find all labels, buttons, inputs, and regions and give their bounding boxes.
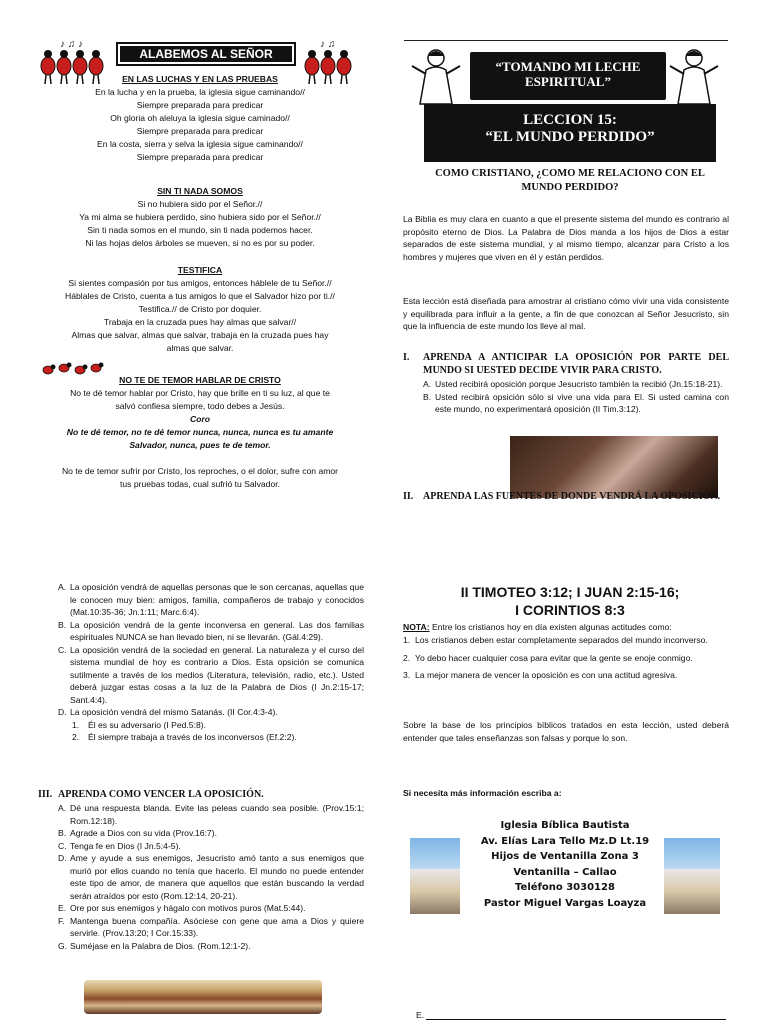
svg-text:♪ ♫ ♪: ♪ ♫ ♪ (60, 39, 84, 50)
list-item: 3. La mejor manera de vencer la oposición es con una actitud agresiva. (403, 670, 678, 680)
hymn-line: Si sientes compasión por tus amigos, entonces háblele de tu Señor.// (68, 278, 332, 288)
info-prompt: Si necesita más información escriba a: (403, 788, 562, 798)
hymn-2 (30, 185, 370, 250)
lesson-title-box (424, 104, 716, 162)
sub-list-item: 1. Él es su adversario (I Ped.5:8). (72, 719, 206, 730)
road-image (84, 980, 322, 1014)
hymn-line: Trabaja en la cruzada pues hay almas que salvar// (103, 317, 297, 327)
coro-label: Coro (189, 414, 211, 424)
jesus-figure-right-icon (666, 46, 722, 106)
church-address: Av. Elías Lara Tello Mz.D Lt.19 (480, 835, 650, 847)
hymn-line: En la costa, sierra y selva la iglesia sigue caminando// (97, 139, 303, 149)
list-item: B. Usted recibirá opsición sólo si vive una vida para El. Si usted camina con este mundo, no experimentará oposición (II Tim.3:12). (423, 391, 729, 414)
lesson-title: “EL MUNDO PERDIDO” (485, 129, 655, 145)
hymn-3-heading: TESTIFICA (177, 265, 223, 275)
hymn-1-heading: EN LAS LUCHAS Y EN LAS PRUEBAS (122, 74, 278, 84)
list-item: 2. Yo debo hacer cualquier cosa para evitar que la gente se enoje conmigo. (403, 652, 693, 663)
list-item: G. Suméjase en la Palabra de Dios. (Rom.12:1-2). (58, 940, 251, 951)
hymn-line: Si no hubiera sido por el Señor.// (137, 199, 263, 209)
nota-line (403, 621, 729, 634)
signature-line (416, 1010, 726, 1020)
list-item: B. Agrade a Dios con su vida (Prov.16:7). (58, 828, 217, 838)
hymn-line: Sin ti nada somos en el mundo, sin ti nada podemos hacer. (87, 225, 313, 235)
section-2-title: APRENDA LAS FUENTES DE DONDE VENDRÁ LA OPOSICIÓN. (423, 491, 721, 502)
series-banner: “TOMANDO MI LECHE ESPIRITUAL” (470, 52, 666, 100)
hymn-1 (30, 73, 370, 164)
hymn-line: Siempre preparada para predicar (136, 152, 264, 162)
conclusion-paragraph: Sobre la base de los principios bíblicos tratados en esta lección, usted deberá entender que tales enseñanzas son falsas y porque lo son. (403, 720, 729, 743)
coro-line: No te dé temor, no te dé temor nunca, nunca, nunca es tu amante (66, 427, 334, 437)
hymn-line: Almas que salvar, almas que salvar, trabaja en la cruzada pues hay (71, 330, 329, 340)
list-item: B. La oposición vendrá de la gente inconversa en general. Las dos familias espirituales NUNCA se han llevado bien, ni se llevarán. (Gál.4:29). (58, 619, 364, 642)
section-2-heading (403, 490, 729, 503)
hymn-line: tus pruebas todas, cual sufrió tu Salvador. (119, 479, 281, 489)
verse-line: II TIMOTEO 3:12; I JUAN 2:15-16; (460, 584, 680, 600)
hymn-line: No te de temor sufrir por Cristo, los reproches, o el dolor, sufre con amor (61, 466, 339, 476)
signature-blank (426, 1010, 726, 1020)
list-item: C. Tenga fe en Dios (I Jn.5:4-5). (58, 840, 181, 851)
list-item: 1. Los cristianos deben estar completamente separados del mundo inconverso. (403, 635, 708, 645)
people-photo (510, 436, 718, 498)
nota-text: Entre los cristianos hoy en día existen algunas actitudes como: (431, 622, 672, 632)
hymn-line: Ni las hojas delos árboles se mueven, si no es por su poder. (85, 238, 315, 248)
church-zone: Hijos de Ventanilla Zona 3 (491, 851, 639, 862)
hymn-2-heading: SIN TI NADA SOMOS (157, 186, 243, 196)
lesson-number: LECCION 15: (523, 112, 617, 128)
section-3-number: III. (38, 789, 53, 800)
section-2-number: II. (403, 491, 414, 502)
church-city: Ventanilla – Callao (513, 866, 617, 878)
section-3-list (58, 802, 364, 952)
hymn-line: almas que salvar. (166, 343, 234, 353)
church-photo-right (664, 838, 720, 914)
hymn-line: Testifica.// de Cristo por doquier. (138, 304, 262, 314)
lesson-question: COMO CRISTIANO, ¿COMO ME RELACIONO CON EL MUNDO PERDIDO? (435, 168, 705, 193)
coro-line: Salvador, nunca, pues te de temor. (129, 440, 271, 450)
hymn-line: Siempre preparada para predicar (136, 126, 264, 136)
section-1-number: I. (403, 352, 410, 363)
verse-line: I CORINTIOS 8:3 (515, 602, 625, 618)
signature-label: E. (416, 1010, 425, 1020)
hymn-4-heading: NO TE DE TEMOR HABLAR DE CRISTO (119, 375, 281, 385)
intro-paragraph-1: La Biblia es muy clara en cuanto a que el presente sistema del mundo es contrario al propósito eterno de Dios. La Palabra de Dios manda a los hijos de Dios a estar separados de este sistema mundial, y al mismo tiempo, alcanzar para Cristo a los hombres y mujeres que viven en él y están perdidos. (403, 214, 729, 262)
hymns-title-box (116, 42, 296, 66)
hymn-4 (30, 374, 370, 491)
list-item: A. La oposición vendrá de aquellas personas que le son cercanas, aquellas que le conocen muy bien: amigos, familia, compañeros de trabajo y conocidos (Mat.10:35-36; Jn.1:11; Marc.6:4). (58, 582, 364, 617)
nota-list (403, 634, 729, 682)
jesus-figure-left-icon (408, 46, 464, 106)
top-rule (404, 40, 728, 41)
list-item: A. Dé una respuesta blanda. Evite las peleas cuando sea posible. (Prov.15:1; Rom.12:18). (58, 803, 364, 826)
section-1-heading (403, 351, 729, 377)
opposition-sources-list (58, 581, 364, 744)
list-item: D. Ame y ayude a sus enemigos, Jesucristo amó tanto a sus enemigos que murió por ellos cuando no tenía que hacerlo. El mundo no puede entender este tipo de amor, de manera que aquellos que están buscando la verdad serán atraídos por esto (Rom.12:14, 20-21). (58, 853, 364, 901)
church-phone: Teléfono 3030128 (515, 882, 615, 893)
section-1-list (423, 378, 729, 416)
church-pastor: Pastor Miguel Vargas Loayza (483, 897, 647, 909)
list-item: F. Mantenga buena compañía. Asóciese con gene que ama a Dios y quiere servirle. (Prov.13:20; I Cor.15:33). (58, 915, 364, 938)
hymn-line: salvó confiesa siempre, todo debes a Jesús. (115, 401, 285, 411)
list-item: A. Usted recibirá oposición porque Jesucristo también la recibió (Jn.15:18-21). (423, 379, 723, 389)
nota-label: NOTA: (403, 622, 430, 632)
list-item: D. La oposición vendrá del mismo Satanás. (II Cor.4:3-4). (58, 707, 278, 717)
hymn-line: No te dé temor hablar por Cristo, hay que brille en ti su luz, al que te (70, 388, 330, 398)
section-3-heading (38, 788, 364, 801)
svg-text:♪ ♫: ♪ ♫ (320, 39, 336, 50)
hymns-title: ALABEMOS AL SEÑOR (120, 46, 292, 62)
section-1-title: APRENDA A ANTICIPAR LA OPOSICIÓN POR PARTE DEL MUNDO SI UESTED DECIDE VIVIR PARA CRISTO. (423, 352, 729, 376)
list-item: E. Ore por sus enemigos y hágalo con motivos puros (Mat.5:44). (58, 903, 306, 913)
church-photo-left (410, 838, 460, 914)
sub-list-item: 2. Él siempre trabaja a través de los inconversos (Ef.2:2). (72, 732, 297, 742)
section-3-title: APRENDA COMO VENCER LA OPOSICIÓN. (58, 789, 264, 800)
church-contact-block (470, 818, 660, 911)
hymn-line: En la lucha y en la prueba, la iglesia sigue caminando// (95, 87, 305, 97)
hymn-line: Ya mi alma se hubiera perdido, sino hubiera sido por el Señor.// (79, 212, 321, 222)
hymn-line: Siempre preparada para predicar (136, 100, 264, 110)
intro-paragraph-2: Esta lección está diseñada para amostrar al cristiano cómo vivir una vida consistente y equilibrada para influir a la gente, a fin de que conozcan al Señor Jesucristo, sin que la influencia de este mundo los lleve al mal. (403, 296, 729, 331)
hymn-line: Háblales de Cristo, cuenta a tus amigos lo que el Salvador hizo por ti.// (65, 291, 335, 301)
hymn-3 (30, 264, 370, 355)
verse-reference (420, 583, 720, 619)
hymn-line: Oh gloria oh aleluya la iglesia sigue caminado// (110, 113, 290, 123)
list-item: C. La oposición vendrá de la sociedad en general. La naturaleza y el curso del sistema mundial de hoy es contrario a Dios. Esta opsición se comunica sutilmente a través de los medios (Literatura, televisión, radio, etc.). Usted deberá juzgar estas cosas a la luz de la Palabra de Dios (I Jn.2:15-17; Sant.4:4). (58, 644, 364, 705)
church-name: Iglesia Bíblica Bautista (500, 820, 630, 831)
